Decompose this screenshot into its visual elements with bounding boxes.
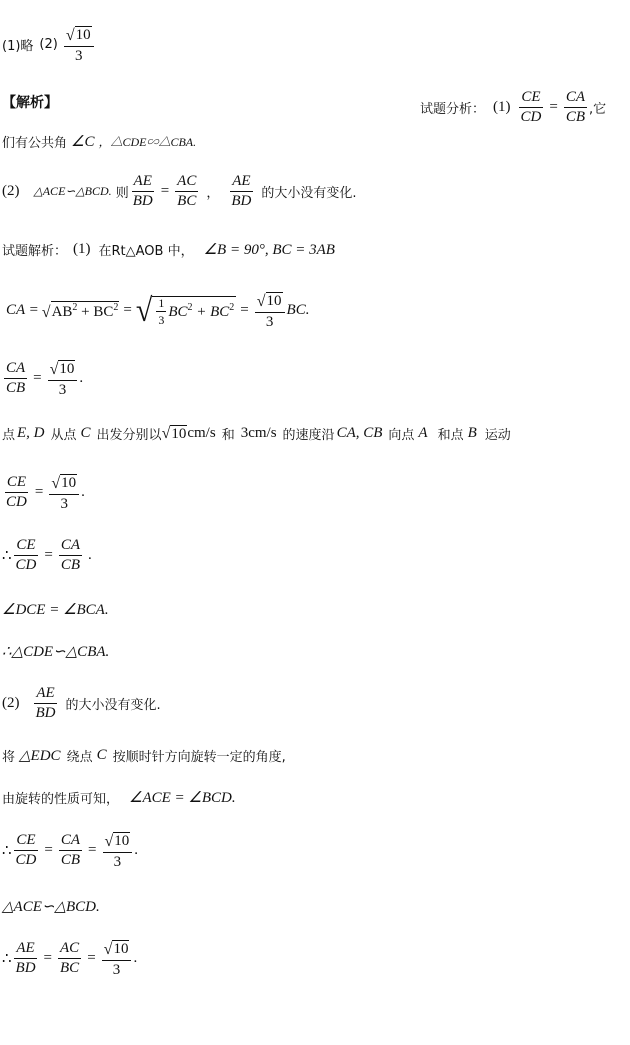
den-f: 3: [112, 961, 121, 978]
radicand-speed: 10: [171, 425, 187, 442]
moving-cacb: CA, CB: [336, 425, 383, 441]
rot-a: 将: [2, 750, 16, 765]
period-e: .: [134, 842, 139, 859]
moving-h: 运动: [484, 428, 511, 443]
radicand-a: 10: [266, 293, 282, 309]
answer-part2-label: (2): [39, 37, 58, 53]
moving-d: 和: [221, 428, 235, 443]
sqrt10-over-3-c: √ 10 3: [49, 474, 79, 512]
answer-radicand: 10: [75, 27, 91, 43]
ce-cd-line: $\frac{CE}{CD}$ = √ 10 3 .: [6, 474, 85, 512]
therefore-1: ∴: [2, 548, 12, 564]
sim2-line: [2, 897, 100, 916]
ca-suffix: BC.: [286, 302, 310, 319]
solution-s1-text: 在Rt△AOB 中，: [98, 244, 194, 259]
moving-b: 从点: [50, 428, 77, 443]
ratio-ce-cd-3: $\frac{CE}{CD}$: [15, 537, 37, 573]
ratio-ce-cd-4: $\frac{CE}{CD}$: [15, 832, 37, 869]
angle-eq-line: [2, 600, 109, 619]
answer-fraction: √ 10 3: [64, 26, 94, 64]
speed-sqrt: √ 10: [161, 425, 187, 443]
therefore-3: ∴: [2, 951, 12, 968]
analysis-heading: 【解析】: [2, 95, 58, 111]
ratio-ca-cb-2: $\frac{CA}{CB}$: [6, 360, 26, 397]
ratio-ce-cd-2: $\frac{CE}{CD}$: [6, 474, 27, 511]
sqrt10-over-3-e: √ 10 3: [103, 832, 133, 870]
sqrt-third-bc: √ $\frac{1}{3}$ $BC^2 + BC^2$: [135, 292, 235, 329]
therefore-2: ∴: [2, 843, 12, 860]
analysis-hint-line: 试题分析： (1) $\frac{CE}{CD}$ = $\frac{CA}{CB}$ ,它: [420, 89, 607, 125]
ratio-ac-bc: $\frac{AC}{BC}$: [177, 173, 197, 209]
moving-f: 向点: [388, 428, 415, 443]
sqrt10-over-3-f: √ 10 3: [102, 940, 132, 978]
sqrt10-over-3-b: √ 10 3: [48, 360, 78, 398]
analysis-p1-tail: ,它: [589, 102, 607, 117]
moving-a-point: A: [418, 425, 428, 441]
ratio-ae-bd: $\frac{AE}{BD}$: [132, 173, 153, 209]
therefore-ratio-line: ∴ $\frac{CE}{CD}$ = $\frac{CA}{CB}$ .: [2, 537, 92, 573]
three-den: 3: [158, 312, 165, 327]
sqrt-ab-bc: √ $AB^2 + BC^2$: [41, 302, 119, 321]
ratio-ac-bc-2: $\frac{AC}{BC}$: [60, 940, 80, 977]
den-c: 3: [60, 495, 68, 512]
ca-equation: CA = √ $AB^2 + BC^2$ = √ $\frac{1}{3}$ $BC^2 + BC^2$ = √ 10 3 BC.: [6, 292, 310, 330]
prop-eq: ∠ACE = ∠BCD.: [129, 790, 236, 806]
ratio-ae-bd-3: $\frac{AE}{BD}$: [35, 685, 56, 721]
rot-c-point: C: [96, 747, 107, 763]
solution-label: 试题解析：: [2, 244, 68, 259]
one-num: 1: [158, 295, 165, 310]
moving-g: 和点: [437, 428, 464, 443]
period-c: .: [81, 484, 85, 501]
therefore-ratio-line-2: ∴ $\frac{CE}{CD}$ = $\frac{CA}{CB}$ = √ 10 3 .: [2, 832, 139, 870]
ca-cb-line: $\frac{CA}{CB}$ = √ 10 3 .: [6, 360, 84, 398]
solution-s1-label: (1): [73, 241, 91, 257]
ca-eq-prefix: CA =: [6, 302, 39, 319]
answer-part1: (1)略: [2, 39, 34, 55]
radicand-f: 10: [113, 941, 129, 957]
ratio-ca-cb: $\frac{CA}{CB}$: [565, 89, 585, 125]
moving-ed: E, D: [17, 425, 45, 441]
den-b: 3: [58, 381, 67, 398]
sim2: △ACE∽△BCD.: [2, 899, 100, 915]
similar-cde-cba: ，△CDE∽△CBA.: [98, 135, 197, 149]
angle-eq: ∠DCE = ∠BCA.: [2, 602, 109, 618]
analysis-p2-sim: △ACE∽△BCD.: [33, 184, 112, 198]
answer-denominator: 3: [74, 47, 83, 64]
moving-e: 的速度沿: [282, 428, 335, 443]
analysis-part2-line: (2) △ACE∽△BCD. 则 $\frac{AE}{BD}$ = $\frac{AC}{BC}$ ， $\frac{AE}{BD}$ 的大小没有变化.: [2, 173, 357, 209]
sim1: ∴△CDE∽△CBA.: [2, 644, 110, 660]
answer-line: [2, 26, 96, 64]
period-f: .: [133, 950, 138, 967]
moving-c-point: C: [80, 425, 91, 441]
solution-p2-text: 的大小没有变化.: [65, 698, 161, 713]
analysis-p2-label: (2): [2, 183, 20, 199]
radicand-e: 10: [114, 833, 130, 849]
moving-c: 出发分别以: [96, 428, 162, 443]
den-e: 3: [113, 853, 122, 870]
prop-text: 由旋转的性质可知，: [2, 792, 120, 807]
ratio-ce-cd: $\frac{CE}{CD}$: [520, 89, 542, 125]
speed2: 3cm/s: [240, 425, 277, 441]
moving-points-line: [2, 424, 511, 443]
analysis-p1-label: (1): [493, 99, 511, 115]
solution-line1: [2, 240, 335, 259]
sqrt10-over-3-a: √ 10 3: [255, 292, 285, 330]
ratio-ca-cb-3: $\frac{CA}{CB}$: [60, 537, 81, 573]
moving-b-point: B: [467, 425, 477, 441]
analysis-hint-label: 试题分析：: [420, 102, 486, 117]
analysis-p2-then: 则: [115, 186, 129, 201]
analysis-p2-mid: ，: [206, 186, 220, 201]
moving-a: 点: [2, 428, 16, 443]
common-angle-text: 们有公共角: [2, 136, 68, 151]
rotation-line: [2, 746, 286, 765]
common-angle: ∠C: [71, 134, 95, 150]
rot-b: 绕点: [66, 750, 93, 765]
solution-s1-angle: ∠B = 90°, BC = 3AB: [203, 242, 335, 258]
rot-tri: △EDC: [19, 748, 61, 764]
solution-p2-line: [2, 686, 161, 721]
rot-c: 按顺时针方向旋转一定的角度,: [112, 750, 286, 765]
ratio-ae-bd-4: $\frac{AE}{BD}$: [15, 940, 36, 977]
analysis-line2: [2, 132, 196, 151]
radicand-b: 10: [59, 361, 75, 377]
final-ratio-line: ∴ $\frac{AE}{BD}$ = $\frac{AC}{BC}$ = √ 10 3 .: [2, 940, 138, 978]
ratio-ca-cb-4: $\frac{CA}{CB}$: [60, 832, 81, 869]
den-a: 3: [265, 313, 274, 330]
analysis-heading-line: [2, 92, 58, 112]
property-line: [2, 788, 236, 807]
ratio-ae-bd-2: $\frac{AE}{BD}$: [231, 173, 252, 209]
solution-p2-label: (2): [2, 695, 20, 711]
speed1-unit: cm/s: [187, 425, 216, 441]
analysis-p2-tail: 的大小没有变化.: [261, 186, 357, 201]
sim1-line: [2, 642, 109, 661]
period-b: .: [79, 370, 84, 387]
radicand-c: 10: [61, 475, 77, 491]
period-d: .: [88, 547, 92, 563]
